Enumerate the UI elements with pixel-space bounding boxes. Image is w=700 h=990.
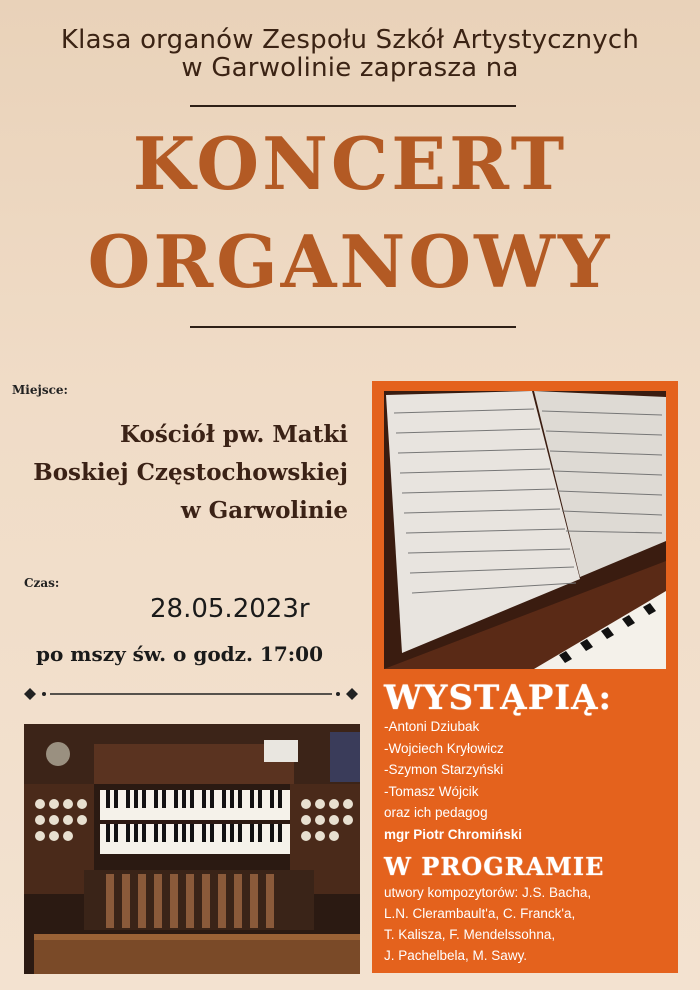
place-line-2: Boskiej Częstochowskiej (33, 459, 348, 486)
place-line-3: w Garwolinie (180, 497, 348, 524)
time-label: Czas: (24, 576, 60, 590)
intro-text (0, 26, 700, 82)
program-line-1: utwory kompozytorów: J.S. Bacha, (384, 885, 592, 900)
ornament-divider-icon (22, 686, 360, 702)
concert-time: po mszy św. o godz. 17:00 (36, 642, 323, 666)
organ-console-photo (24, 724, 360, 974)
place-value (33, 416, 348, 530)
top-divider (190, 105, 516, 107)
bottom-divider (190, 326, 516, 328)
performer-2: -Wojciech Kryłowicz (384, 740, 504, 756)
title-line-1: KONCERT (132, 121, 568, 206)
program-line-3: T. Kalisza, F. Mendelssohna, (384, 927, 556, 942)
teacher-name: mgr Piotr Chromiński (384, 826, 523, 842)
intro-line-1: Klasa organów Zespołu Szkół Artystycznych (60, 25, 640, 55)
performer-1: -Antoni Dziubak (384, 719, 480, 734)
program-line-2: L.N. Clerambault'a, C. Franck'a, (384, 906, 576, 921)
performer-3: -Szymon Starzyński (384, 762, 504, 777)
performers-heading: WYSTĄPIĄ: (384, 678, 613, 718)
performers-list (384, 716, 522, 845)
concert-date: 28.05.2023r (150, 594, 310, 624)
title-line-2: ORGANOWY (87, 219, 613, 304)
performer-4: -Tomasz Wójcik (384, 783, 479, 799)
teacher-intro: oraz ich pedagog (384, 805, 488, 820)
place-line-1: Kościół pw. Matki (120, 421, 348, 448)
intro-line-2: w Garwolinie zaprasza na (181, 53, 519, 83)
program-list (384, 882, 591, 966)
sheet-music-photo (384, 391, 666, 669)
program-heading: W PROGRAMIE (384, 852, 605, 881)
program-line-4: J. Pachelbela, M. Sawy. (384, 948, 528, 963)
place-label: Miejsce: (12, 383, 68, 397)
